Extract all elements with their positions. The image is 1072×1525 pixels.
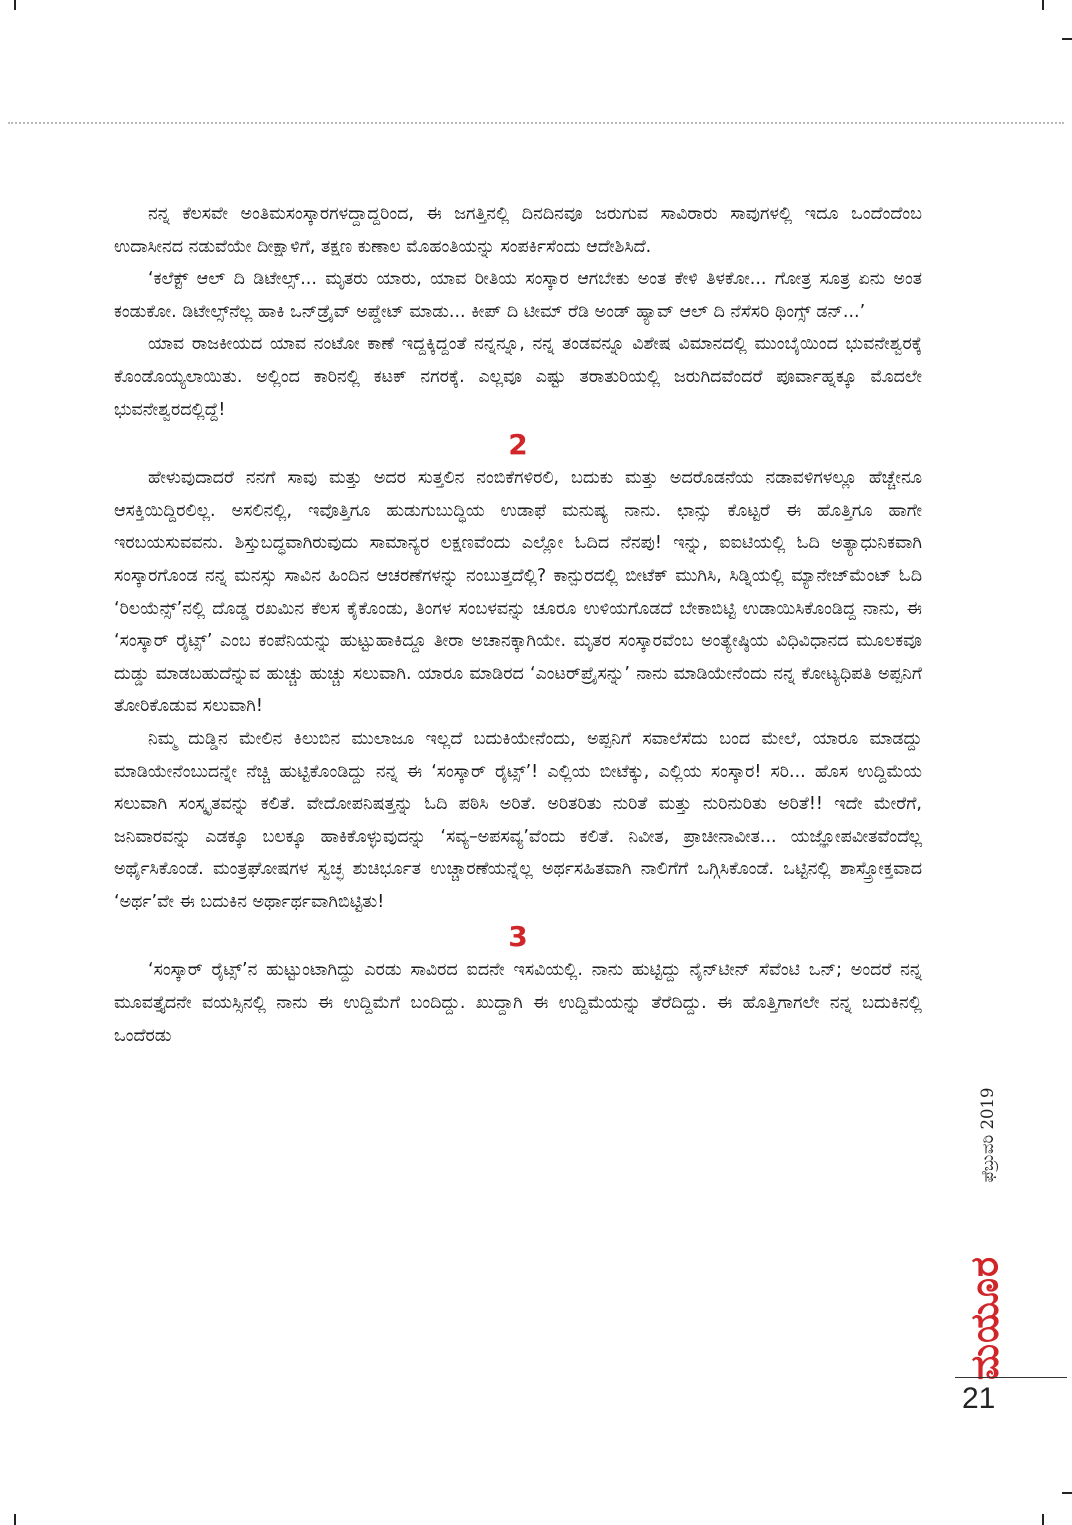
issue-date: ಫೆಬ್ರುವರಿ 2019 — [978, 1087, 997, 1183]
page-number: 21 — [962, 1382, 996, 1415]
paragraph: ನಿಮ್ಮ ದುಡ್ಡಿನ ಮೇಲಿನ ಕಿಲುಬಿನ ಮುಲಾಜೂ ಇಲ್ಲದೆ ಬದುಕಿಯೇನೆಂದು, ಅಪ್ಪನಿಗೆ ಸವಾಲೆಸೆದು ಬಂದ ಮೇಲೆ, ಯಾರೂ ಮಾಡದ್ದು ಮಾಡಿಯೇನೆಂಬುದನ್ನೇ ನೆಚ್ಚಿ ಹುಟ್ಟಿಕೊಂಡಿದ್ದು ನನ್ನ ಈ ‘ಸಂಸ್ಕಾರ್ ರೈಟ್ಸ್’! ಎಲ್ಲಿಯ ಬೀಟೆಕ್ಕು, ಎಲ್ಲಿಯ ಸಂಸ್ಕಾರ! ಸರಿ... ಹೊಸ ಉದ್ದಿಮೆಯ ಸಲುವಾಗಿ ಸಂಸ್ಕೃತವನ್ನು ಕಲಿತೆ. ವೇದೋಪನಿಷತ್ತನ್ನು ಓದಿ ಪಠಿಸಿ ಅರಿತೆ. ಅರಿತರಿತು ನುರಿತೆ ಮತ್ತು ನುರಿನುರಿತು ಅರಿತೆ!! ಇದೇ ಮೇರೆಗೆ, ಜನಿವಾರವನ್ನು ಎಡಕ್ಕೂ ಬಲಕ್ಕೂ ಹಾಕಿಕೊಳ್ಳುವುದನ್ನು ‘ಸವ್ಯ–ಅಪಸವ್ಯ’ವೆಂದು ಕಲಿತೆ. ನಿವೀತ, ಪ್ರಾಚೀನಾವೀತ... ಯಜ್ಞೋಪವೀತವೆಂದೆಲ್ಲ ಅರ್ಥೈಸಿಕೊಂಡೆ. ಮಂತ್ರಘೋಷಗಳ ಸ್ವಚ್ಛ ಶುಚಿರ್ಭೂತ ಉಚ್ಚಾರಣೆಯನ್ನೆಲ್ಲ ಅರ್ಥಸಹಿತವಾಗಿ ನಾಲಿಗೆಗೆ ಒಗ್ಗಿಸಿಕೊಂಡೆ. ಒಟ್ಟಿನಲ್ಲಿ ಶಾಸ್ತ್ರೋಕ್ತವಾದ ‘ಅರ್ಥ’ವೇ ಈ ಬದುಕಿನ ಅರ್ಥಾರ್ಥವಾಗಿಬಿಟ್ಟಿತು! — [114, 728, 922, 912]
crop-mark-bottom-left — [14, 1514, 16, 1525]
footer-rule — [955, 1377, 1067, 1378]
crop-mark-top-left — [14, 0, 16, 10]
crop-mark-bottom-right — [1042, 1514, 1044, 1525]
magazine-logo: ಮಯೂರ — [962, 1255, 1007, 1381]
crop-mark-top-right — [1042, 0, 1044, 10]
paragraph: ‘ಕಲೆಕ್ಟ್ ಆಲ್ ದಿ ಡಿಟೇಲ್ಸ್... ಮೃತರು ಯಾರು, ಯಾವ ರೀತಿಯ ಸಂಸ್ಕಾರ ಆಗಬೇಕು ಅಂತ ಕೇಳಿ ತಿಳಕೋ... ಗೋತ್ರ ಸೂತ್ರ ಏನು ಅಂತ ಕಂಡುಕೋ. ಡಿಟೇಲ್ಸ್‌ನೆಲ್ಲ ಹಾಕಿ ಒನ್‌ಡ್ರೈವ್ ಅಪ್ಡೇಟ್ ಮಾಡು... ಕೀಪ್ ದಿ ಟೀಮ್ ರೆಡಿ ಅಂಡ್ ಹ್ಯಾವ್ ಆಲ್ ದಿ ನೆಸೆಸರಿ ಥಿಂಗ್ಸ್ ಡನ್...’ — [114, 269, 922, 322]
section-number-3: 3 — [508, 920, 528, 954]
paragraph: ಯಾವ ರಾಜಕೀಯದ ಯಾವ ನಂಟೋ ಕಾಣೆ ಇದ್ದಕ್ಕಿದ್ದಂತೆ ನನ್ನನ್ನೂ, ನನ್ನ ತಂಡವನ್ನೂ ವಿಶೇಷ ವಿಮಾನದಲ್ಲಿ ಮುಂಬೈಯಿಂದ ಭುವನೇಶ್ವರಕ್ಕೆ ಕೊಂಡೊಯ್ಯಲಾಯಿತು. ಅಲ್ಲಿಂದ ಕಾರಿನಲ್ಲಿ ಕಟಕ್ ನಗರಕ್ಕೆ. ಎಲ್ಲವೂ ಎಷ್ಟು ತರಾತುರಿಯಲ್ಲಿ ಜರುಗಿದವೆಂದರೆ ಪೂರ್ವಾಹ್ನಕ್ಕೂ ಮೊದಲೇ ಭುವನೇಶ್ವರದಲ್ಲಿದ್ದೆ! — [114, 334, 922, 420]
paragraph: ಹೇಳುವುದಾದರೆ ನನಗೆ ಸಾವು ಮತ್ತು ಅದರ ಸುತ್ತಲಿನ ನಂಬಿಕೆಗಳಿರಲಿ, ಬದುಕು ಮತ್ತು ಅದರೊಡನೆಯ ನಡಾವಳಿಗಳಲ್ಲೂ ಹೆಚ್ಚೇನೂ ಆಸಕ್ತಿಯಿದ್ದಿರಲಿಲ್ಲ. ಅಸಲಿನಲ್ಲಿ, ಇವೊತ್ತಿಗೂ ಹುಡುಗುಬುದ್ಧಿಯ ಉಡಾಫೆ ಮನುಷ್ಯ ನಾನು. ಛಾನ್ಸು ಕೊಟ್ಟರೆ ಈ ಹೊತ್ತಿಗೂ ಹಾಗೇ ಇರಬಯಸುವವನು. ಶಿಸ್ತುಬದ್ಧವಾಗಿರುವುದು ಸಾಮಾನ್ಯರ ಲಕ್ಷಣವೆಂದು ಎಲ್ಲೋ ಓದಿದ ನೆನಪು! ಇನ್ನು, ಐಐಟಿಯಲ್ಲಿ ಓದಿ ಅತ್ಯಾಧುನಿಕವಾಗಿ ಸಂಸ್ಕಾರಗೊಂಡ ನನ್ನ ಮನಸ್ಸು ಸಾವಿನ ಹಿಂದಿನ ಆಚರಣೆಗಳನ್ನು ನಂಬುತ್ತದೆಲ್ಲಿ? ಕಾನ್ಪುರದಲ್ಲಿ ಬೀಟೆಕ್ ಮುಗಿಸಿ, ಸಿಡ್ನಿಯಲ್ಲಿ ಮ್ಯಾನೇಜ್‌ಮೆಂಟ್ ಓದಿ ‘ರಿಲಯೆನ್ಸ್’ನಲ್ಲಿ ದೊಡ್ಡ ರಖಮಿನ ಕೆಲಸ ಕೈಕೊಂಡು, ತಿಂಗಳ ಸಂಬಳವನ್ನು ಚೂರೂ ಉಳಿಯಗೊಡದೆ ಬೇಕಾಬಿಟ್ಟಿ ಉಡಾಯಿಸಿಕೊಂಡಿದ್ದ ನಾನು, ಈ ‘ಸಂಸ್ಕಾರ್ ರೈಟ್ಸ್’ ಎಂಬ ಕಂಪೆನಿಯನ್ನು ಹುಟ್ಟುಹಾಕಿದ್ದೂ ತೀರಾ ಅಚಾನಕ್ಕಾಗಿಯೇ. ಮೃತರ ಸಂಸ್ಕಾರವೆಂಬ ಅಂತ್ಯೇಷ್ಠಿಯ ವಿಧಿವಿಧಾನದ ಮೂಲಕವೂ ದುಡ್ಡು ಮಾಡಬಹುದೆನ್ನುವ ಹುಚ್ಚು ಹುಚ್ಚು ಸಲುವಾಗಿ. ಯಾರೂ ಮಾಡಿರದ ‘ಎಂಟರ್‌ಪ್ರೈಸನ್ನು’ ನಾನು ಮಾಡಿಯೇನೆಂದು ನನ್ನ ಕೋಟ್ಯಧಿಪತಿ ಅಪ್ಪನಿಗೆ ತೋರಿಕೊಡುವ ಸಲುವಾಗಿ! — [114, 468, 922, 717]
paragraph: ನನ್ನ ಕೆಲಸವೇ ಅಂತಿಮಸಂಸ್ಕಾರಗಳದ್ದಾದ್ದರಿಂದ, ಈ ಜಗತ್ತಿನಲ್ಲಿ ದಿನದಿನವೂ ಜರುಗುವ ಸಾವಿರಾರು ಸಾವುಗಳಲ್ಲಿ ಇದೂ ಒಂದೆಂದೆಂಬ ಉದಾಸೀನದ ನಡುವೆಯೇ ದೀಕ್ಷಾಳಿಗೆ, ತಕ್ಷಣ ಕುಣಾಲ ಮೊಹಂತಿಯನ್ನು ಸಂಪರ್ಕಿಸೆಂದು ಆದೇಶಿಸಿದೆ. — [114, 204, 922, 257]
crop-mark-right-top — [1062, 38, 1072, 40]
paragraph: ‘ಸಂಸ್ಕಾರ್ ರೈಟ್ಸ್’ನ ಹುಟ್ಟುಂಟಾಗಿದ್ದು ಎರಡು ಸಾವಿರದ ಐದನೇ ಇಸವಿಯಲ್ಲಿ. ನಾನು ಹುಟ್ಟಿದ್ದು ನೈನ್‌ಟೀನ್ ಸೆವೆಂಟಿ ಒನ್; ಅಂದರೆ ನನ್ನ ಮೂವತ್ತೈದನೇ ವಯಸ್ಸಿನಲ್ಲಿ ನಾನು ಈ ಉದ್ದಿಮೆಗೆ ಬಂದಿದ್ದು. ಖುದ್ದಾಗಿ ಈ ಉದ್ದಿಮೆಯನ್ನು ತೆರೆದಿದ್ದು. ಈ ಹೊತ್ತಿಗಾಗಲೇ ನನ್ನ ಬದುಕಿನಲ್ಲಿ ಒಂದೆರಡು — [114, 960, 922, 1046]
header-dotted-rule — [8, 122, 1064, 124]
section-number-2: 2 — [508, 428, 528, 462]
crop-mark-right-bottom — [1062, 1492, 1072, 1494]
article-body — [114, 198, 922, 1052]
